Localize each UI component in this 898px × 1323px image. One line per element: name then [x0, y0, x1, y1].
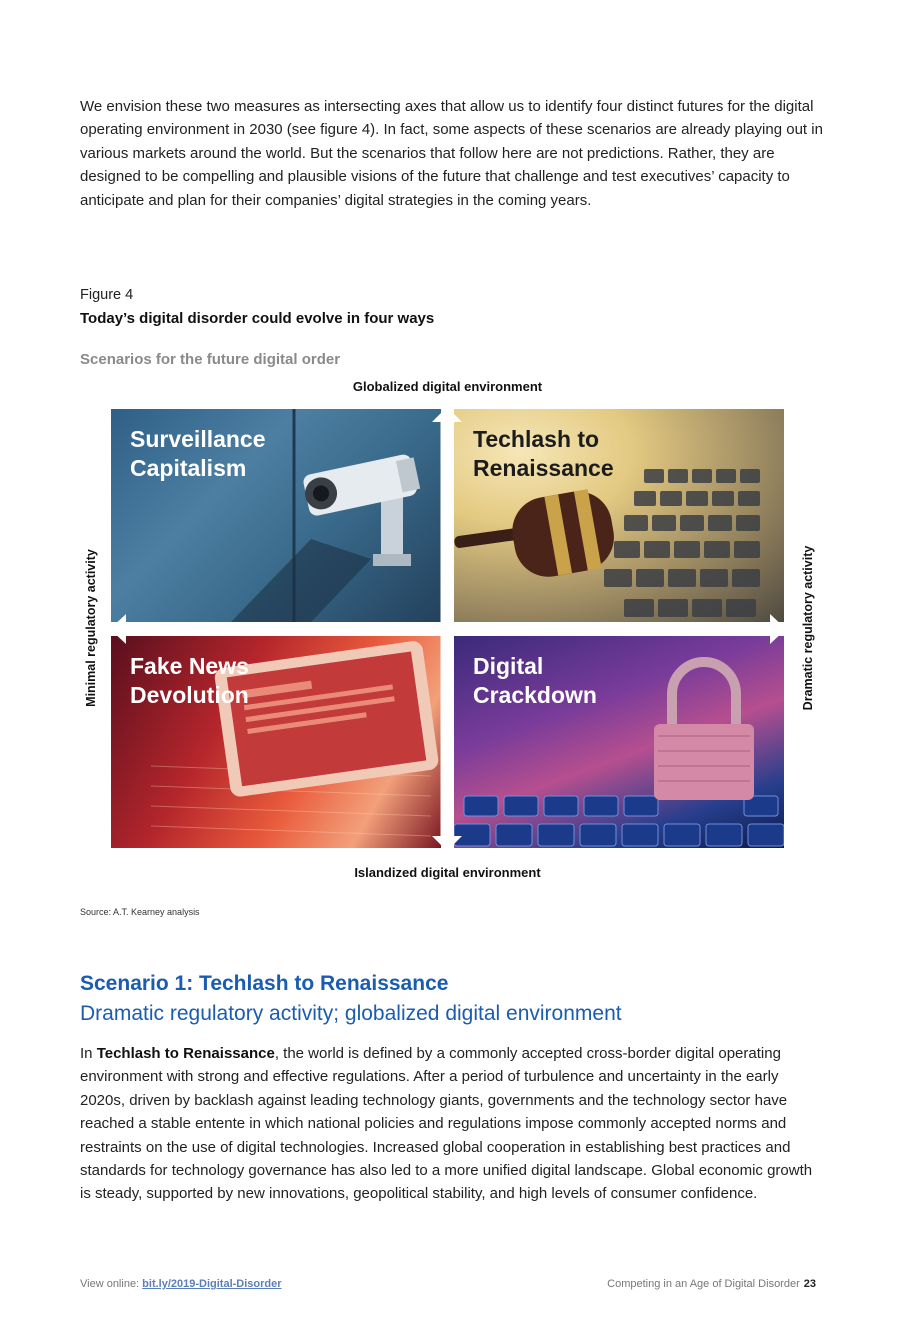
- view-online-label: View online:: [80, 1278, 143, 1290]
- footer-report-info: [607, 1278, 816, 1290]
- figure-label: Figure 4: [80, 287, 134, 303]
- axis-label-bottom: Islandized digital environment: [354, 865, 541, 880]
- report-title: Competing in an Age of Digital Disorder: [607, 1278, 800, 1290]
- quadrant-surveillance-capitalism: [111, 409, 441, 622]
- quadrant-title-bottom-right: Digital Crackdown: [473, 653, 597, 708]
- quadrant-fake-news-devolution: [111, 636, 441, 848]
- scenario-body-bold: Techlash to Renaissance: [96, 1045, 275, 1062]
- quadrant-title-top-left: Surveillance Capitalism: [130, 426, 266, 481]
- intro-paragraph: We envision these two measures as intersecting axes that allow us to identify four distinct futures for the digital operating environment in 2030 (see figure 4). In fact, some aspects of these scenarios are already playing out in various markets around the world. But the scenarios that follow here are not predictions. Rather, they are designed to be compelling and plausible visions of the future that challenge and test executives’ capacity to anticipate and plan for their companies’ digital strategies in the coming years.: [80, 98, 823, 209]
- scenario-body-rest: , the world is defined by a commonly accepted cross-border digital operating environment with strong and effective regulations. After a period of turbulence and uncertainty in the early 2020s, driven by backlash against leading technology giants, governments and the technology sector have reached a stable entente in which national policies and regulations impose commonly accepted norms and restraints on the use of digital technologies. Increased global cooperation in establishing best practices and standards for technology governance has also led to a more unified digital landscape. Global economic growth is steady, supported by new innovations, geopolitical stability, and high levels of consumer confidence.: [80, 1045, 813, 1203]
- quadrant-techlash-to-renaissance: [454, 409, 784, 622]
- quadrant-title-bottom-left: Fake News Devolution: [130, 653, 249, 708]
- scenario-heading: Scenario 1: Techlash to Renaissance: [80, 972, 449, 995]
- axis-label-left: Minimal regulatory activity: [84, 549, 98, 707]
- axis-label-top: Globalized digital environment: [352, 379, 543, 394]
- quadrant-digital-crackdown: [454, 636, 784, 848]
- figure-subtitle: Scenarios for the future digital order: [80, 351, 341, 368]
- figure-source: Source: A.T. Kearney analysis: [80, 907, 200, 917]
- figure-title: Today’s digital disorder could evolve in four ways: [80, 310, 435, 327]
- report-link[interactable]: bit.ly/2019-Digital-Disorder: [142, 1278, 282, 1290]
- scenario-subheading: Dramatic regulatory activity; globalized digital environment: [80, 1002, 622, 1025]
- scenario-body-prefix: In: [80, 1045, 97, 1062]
- page-number: 23: [803, 1278, 816, 1290]
- scenario-body: [80, 1042, 820, 1206]
- footer-view-online: [80, 1278, 282, 1290]
- axis-label-right: Dramatic regulatory activity: [801, 545, 815, 711]
- quadrant-title-top-right: Techlash to Renaissance: [473, 426, 614, 481]
